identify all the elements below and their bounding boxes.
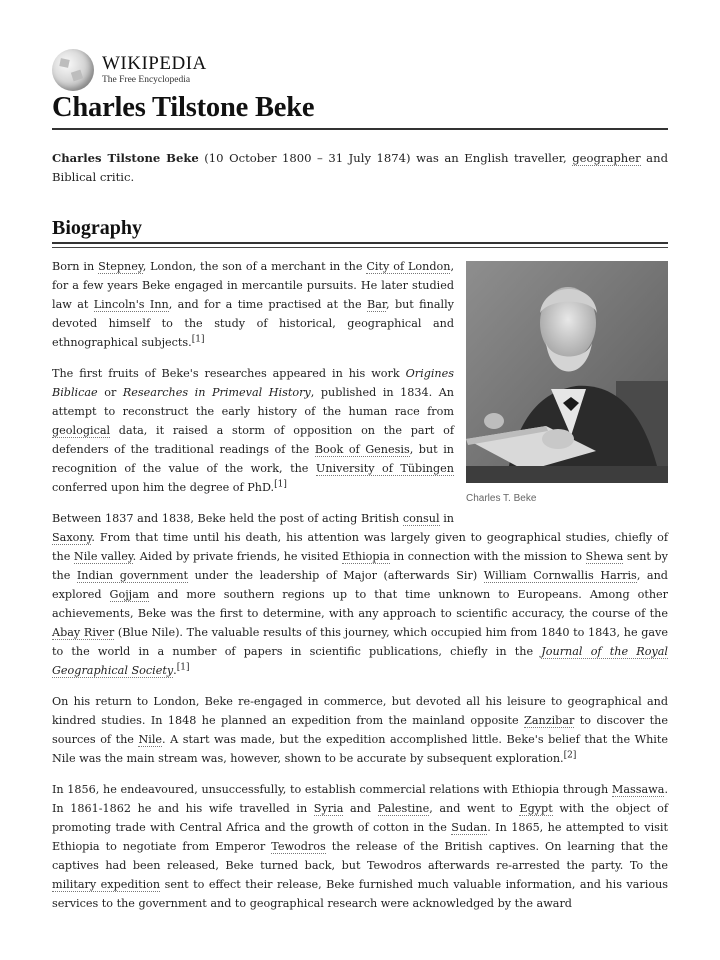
lead-paragraph [52,149,668,187]
paragraph-4: On his return to London, Beke re-engaged in commerce, but devoted all his leisure to geographical and kindred studies. In 1848 he planned an expedition from the mainland opposite Zanzibar to discover the sources of the Nile. A start was made, but the expedition accomplished little. Beke's belief that the White Nile was the main stream was, however, shown to be accurate by subsequent exploration.[2] [52,695,668,765]
portrait-image [466,261,668,483]
site-wordmark[interactable] [102,54,207,86]
link-city-of-london[interactable]: City of London [366,260,451,273]
portrait-figure [466,261,668,508]
link-tewodros[interactable]: Tewodros [271,840,326,853]
link-william-cornwallis-harris[interactable]: William Cornwallis Harris [483,569,637,582]
section-title-biography: Biography [52,217,143,239]
link-zanzibar[interactable]: Zanzibar [524,714,575,727]
section-divider-thin [52,247,668,248]
link-ethiopia[interactable]: Ethiopia [342,550,390,563]
link-book-of-genesis[interactable]: Book of Genesis [314,443,410,456]
link-bar[interactable]: Bar [367,298,387,311]
link-university-of-tubingen[interactable]: University of Tübingen [315,462,454,475]
link-shewa[interactable]: Shewa [585,550,624,563]
reference-2[interactable]: [2] [563,750,577,761]
link-sudan[interactable]: Sudan [451,821,488,834]
link-massawa[interactable]: Massawa [611,783,665,796]
reference-1[interactable]: [1] [191,334,205,345]
lead-bold-name: Charles Tilstone Beke [52,151,199,165]
link-indian-government[interactable]: Indian government [76,569,189,582]
article-body [52,257,668,925]
link-lincolns-inn[interactable]: Lincoln's Inn [93,298,169,311]
link-military-expedition[interactable]: military expedition [52,878,161,891]
site-logo-title[interactable]: WIKIPEDIA [102,53,207,75]
link-egypt[interactable]: Egypt [519,802,553,815]
lead-text: and Biblical critic. [52,151,668,184]
portrait-photo[interactable] [466,261,668,483]
link-stepney[interactable]: Stepney [98,260,143,273]
link-consul[interactable]: consul [402,512,440,525]
link-abay-river[interactable]: Abay River [52,626,115,639]
link-geographer[interactable]: geographer [572,151,641,165]
link-syria[interactable]: Syria [313,802,344,815]
site-logo-subtitle: The Free Encyclopedia [102,75,191,86]
reference-1[interactable]: [1] [274,479,287,490]
link-saxony[interactable]: Saxony [52,531,92,544]
link-nile-valley[interactable]: Nile valley [73,550,133,563]
paragraph-2: The first fruits of Beke's researches appeared in his work Origines Biblicae or Researches in Primeval History, published in 1834. An attempt to reconstruct the early history of the human race from geological data, it raised a storm of opposition on the part of defenders of the traditional readings of the Book of Genesis, but in recognition of the value of the work, the University of Tübingen conferred upon him the degree of PhD.[1] [52,367,454,494]
link-geological[interactable]: geological [52,424,111,437]
page-title: Charles Tilstone Beke [52,92,315,123]
site-header[interactable] [52,48,207,92]
paragraph-3: Between 1837 and 1838, Beke held the post of acting British consul in Saxony. From that time until his death, his attention was largely given to geographical studies, chiefly of the Nile valley. Aided by private friends, he visited Ethiopia in connection with the mission to Shewa sent by the Indian government under the leadership of Major (afterwards Sir) William Cornwallis Harris, and explored Gojjam and more southern regions up to that time unknown to Europeans. Among other achievements, Beke was the first to determine, with any approach to scientific accuracy, the course of the Abay River (Blue Nile). The valuable results of this journey, which occupied him from 1840 to 1843, he gave to the world in a number of papers in scientific publications, chiefly in the Journal of the Royal Geographical Society.[1] [52,512,669,677]
link-gojjam[interactable]: Gojjam [109,588,150,601]
work-subtitle: Researches in Primeval History [122,386,311,399]
link-palestine[interactable]: Palestine [377,802,430,815]
paragraph-1: Born in Stepney, London, the son of a merchant in the City of London, for a few years Beke engaged in mercantile pursuits. He later studied law at Lincoln's Inn, and for a time practised at the Bar, but finally devoted himself to the study of historical, geographical and ethnographical subjects.[1] [52,260,455,349]
link-journal-rgs[interactable]: Journal of the Royal Geographical Society [52,645,669,677]
wikipedia-globe-icon[interactable] [52,49,94,91]
lead-text: (10 October 1800 – 31 July 1874) was an English traveller, [198,151,573,165]
work-title: Origines Biblicae [52,367,454,399]
reference-1[interactable]: [1] [176,662,190,673]
portrait-caption: Charles T. Beke [466,493,537,504]
paragraph-5: In 1856, he endeavoured, unsuccessfully, to establish commercial relations with Ethiopia through Massawa. In 1861-1862 he and his wife travelled in Syria and Palestine, and went to Egypt with the object of promoting trade with Central Africa and the growth of cotton in the Sudan. In 1865, he attempted to visit Ethiopia to negotiate from Emperor Tewodros the release of the British captives. On learning that the captives had been released, Beke turned back, but Tewodros afterwards re-arrested the party. To the military expedition sent to effect their release, Beke furnished much valuable information, and his various services to the government and to geographical research were acknowledged by the award [52,783,669,910]
section-divider [52,242,668,244]
title-divider [52,128,668,130]
link-nile[interactable]: Nile [138,733,163,746]
